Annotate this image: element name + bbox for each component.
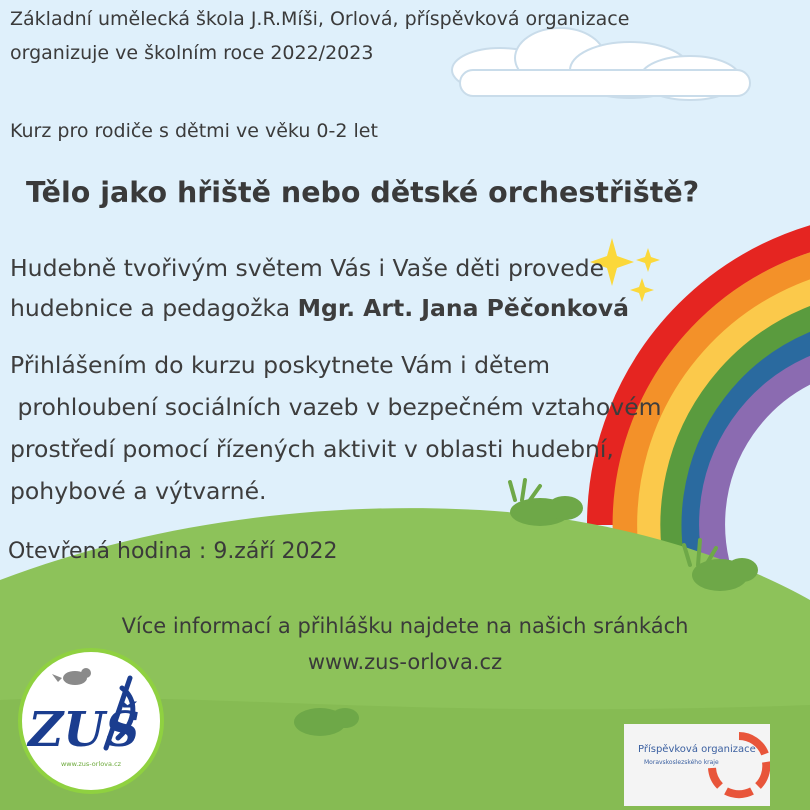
- leader-name: Mgr. Art. Jana Pěčonková: [297, 294, 629, 322]
- school-year-text: organizuje ve školním roce 2022/2023: [10, 42, 374, 64]
- organization-name: Základní umělecká škola J.R.Míši, Orlová, příspěvková organizace: [10, 8, 630, 30]
- region-logo: [624, 724, 770, 806]
- course-audience: Kurz pro rodiče s dětmi ve věku 0-2 let: [10, 120, 378, 142]
- region-logo-sublabel: Moravskoslezského kraje: [644, 759, 719, 766]
- website-link[interactable]: www.zus-orlova.cz: [307, 650, 503, 674]
- region-logo-label: Příspěvková organizace: [638, 744, 756, 755]
- leader-role: hudebnice a pedagožka: [10, 294, 298, 322]
- info-text: Více informací a přihlášku najdete na našich sránkách: [121, 614, 689, 638]
- benefits-line3: prostředí pomocí řízených aktivit v oblasti hudební,: [10, 435, 614, 463]
- cloud-icon: [452, 28, 750, 100]
- open-hour-date: Otevřená hodina : 9.září 2022: [8, 539, 338, 564]
- leader-text-line2: [10, 294, 629, 322]
- course-title: Tělo jako hřiště nebo dětské orchestřiště?: [26, 176, 700, 209]
- school-logo: [18, 648, 164, 794]
- school-logo-caption: www.zus-orlova.cz: [60, 760, 122, 768]
- benefits-line2: prohloubení sociálních vazeb v bezpečném vztahovém: [10, 393, 662, 421]
- region-ring-icon: [708, 730, 770, 800]
- school-logo-text: ZUŠ: [28, 702, 140, 758]
- leader-text-line1: Hudebně tvořivým světem Vás i Vaše děti provede: [10, 254, 605, 282]
- benefits-line4: pohybové a výtvarné.: [10, 477, 267, 505]
- benefits-line1: Přihlášením do kurzu poskytnete Vám i dětem: [10, 351, 551, 379]
